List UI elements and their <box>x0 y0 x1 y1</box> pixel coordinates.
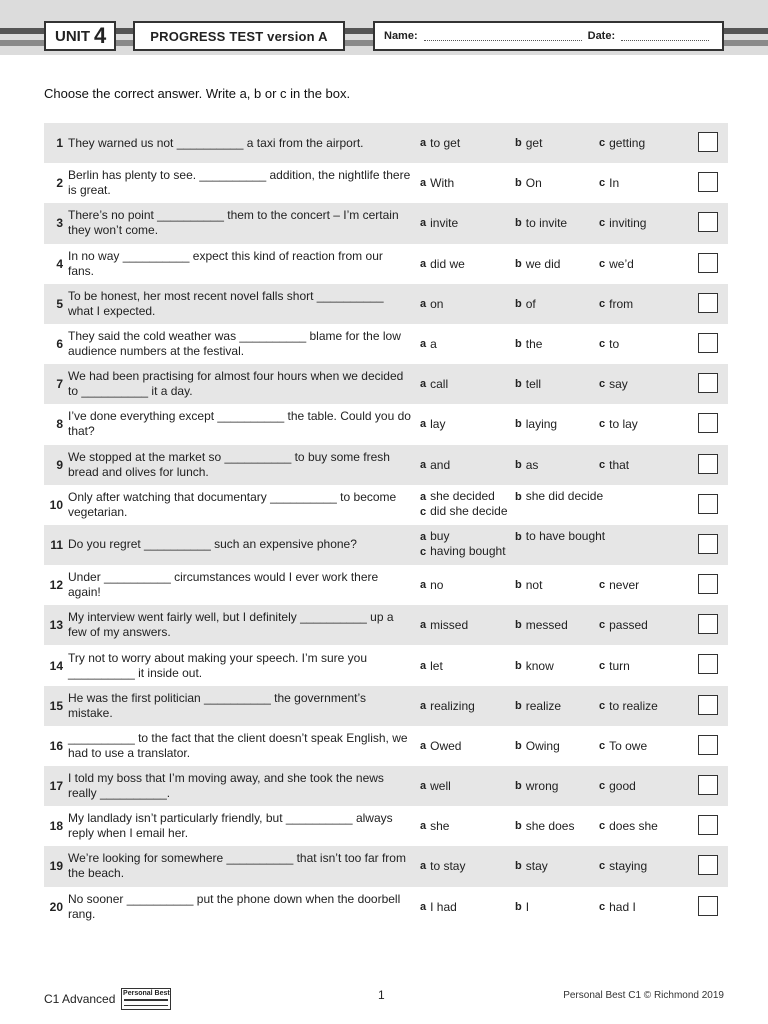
option-a: a I had <box>420 899 457 914</box>
option-a: a to stay <box>420 859 466 874</box>
question-text: Try not to worry about making your speech. I’m sure you __________ it inside out. <box>68 650 368 680</box>
question-list <box>44 123 728 927</box>
question-text: Only after watching that documentary __________ to become vegetarian. <box>68 489 397 519</box>
question-number: 8 <box>56 417 63 432</box>
option-c: c never <box>599 578 640 593</box>
unit-number: 4 <box>94 23 107 48</box>
option-b: b laying <box>515 417 558 432</box>
question-number: 7 <box>56 377 63 392</box>
question-text: Do you regret __________ such an expensive phone? <box>68 537 357 552</box>
question-text: My landlady isn’t particularly friendly, but __________ always reply when I email her. <box>68 811 393 841</box>
question-row <box>44 485 728 525</box>
answer-box[interactable] <box>698 695 718 715</box>
question-row <box>44 445 728 485</box>
question-row <box>44 565 728 605</box>
option-c: c turn <box>599 658 630 673</box>
question-number: 17 <box>49 779 63 794</box>
option-c: c In <box>599 176 620 191</box>
footer-level <box>44 988 171 1010</box>
logo-text: Personal Best <box>123 990 170 997</box>
name-date-box <box>373 21 724 51</box>
option-b: b know <box>515 658 554 673</box>
option-c: c to lay <box>599 417 638 432</box>
answer-box[interactable] <box>698 574 718 594</box>
question-row <box>44 887 728 927</box>
question-number: 13 <box>49 618 63 633</box>
question-text: __________ to the fact that the client doesn’t speak English, we had to use a translator. <box>68 730 408 760</box>
option-b: b she did decide <box>515 488 604 503</box>
question-number: 1 <box>56 136 63 151</box>
question-number: 14 <box>49 658 63 673</box>
option-c: c say <box>599 377 628 392</box>
option-c: c we’d <box>599 256 634 271</box>
option-a: a invite <box>420 216 459 231</box>
name-label: Name: <box>384 30 418 42</box>
copyright: Personal Best C1 © Richmond 2019 <box>563 990 724 1001</box>
question-number: 18 <box>49 819 63 834</box>
answer-box[interactable] <box>698 212 718 232</box>
option-c: c had I <box>599 899 636 914</box>
question-row <box>44 645 728 685</box>
option-a: a a <box>420 337 437 352</box>
question-text: They warned us not __________ a taxi from the airport. <box>68 135 364 150</box>
question-text: In no way __________ expect this kind of reaction from our fans. <box>68 248 383 278</box>
option-b: b realize <box>515 698 562 713</box>
answer-box[interactable] <box>698 735 718 755</box>
answer-box[interactable] <box>698 855 718 875</box>
option-b: b On <box>515 176 542 191</box>
option-a: a and <box>420 457 451 472</box>
option-c: c staying <box>599 859 648 874</box>
question-row <box>44 123 728 163</box>
option-c: c to realize <box>599 698 658 713</box>
option-a: a let <box>420 658 443 673</box>
personal-best-logo <box>121 988 171 1010</box>
question-text: We stopped at the market so __________ to buy some fresh bread and olives for lunch. <box>68 449 390 479</box>
option-a: a she <box>420 819 450 834</box>
option-c: c To owe <box>599 738 648 753</box>
option-b: b wrong <box>515 779 559 794</box>
question-number: 9 <box>56 457 63 472</box>
option-a: a With <box>420 176 455 191</box>
option-b: b as <box>515 457 539 472</box>
option-c: c good <box>599 779 636 794</box>
option-a: a call <box>420 377 449 392</box>
option-b: b the <box>515 337 543 352</box>
question-number: 10 <box>49 497 63 512</box>
option-b: b Owing <box>515 738 560 753</box>
question-row <box>44 163 728 203</box>
question-number: 2 <box>56 176 63 191</box>
option-b: b messed <box>515 618 568 633</box>
question-row <box>44 284 728 324</box>
option-c: c does she <box>599 819 658 834</box>
question-number: 15 <box>49 698 63 713</box>
option-c: c did she decide <box>420 503 508 518</box>
answer-box[interactable] <box>698 172 718 192</box>
answer-box[interactable] <box>698 253 718 273</box>
answer-box[interactable] <box>698 454 718 474</box>
option-b: b we did <box>515 256 561 271</box>
answer-box[interactable] <box>698 775 718 795</box>
question-text: To be honest, her most recent novel falls short __________ what I expected. <box>68 288 384 318</box>
question-row <box>44 846 728 886</box>
question-number: 6 <box>56 337 63 352</box>
question-row <box>44 605 728 645</box>
question-number: 12 <box>49 578 63 593</box>
option-c: c to <box>599 337 620 352</box>
option-b: b I <box>515 899 530 914</box>
answer-box[interactable] <box>698 494 718 514</box>
question-text: I told my boss that I’m moving away, and she took the news really __________. <box>68 771 384 801</box>
date-label: Date: <box>587 30 616 42</box>
date-field[interactable] <box>621 32 709 41</box>
option-a: a Owed <box>420 738 462 753</box>
question-row <box>44 364 728 404</box>
instruction: Choose the correct answer. Write a, b or c in the box. <box>44 86 351 101</box>
answer-box[interactable] <box>698 373 718 393</box>
unit-box <box>44 21 116 51</box>
option-b: b of <box>515 296 536 311</box>
option-c: c having bought <box>420 543 506 558</box>
question-text: We had been practising for almost four hours when we decided to __________ it a day. <box>68 369 404 399</box>
answer-box[interactable] <box>698 614 718 634</box>
question-number: 4 <box>56 256 63 271</box>
answer-box[interactable] <box>698 815 718 835</box>
test-title <box>133 21 345 51</box>
answer-box[interactable] <box>698 896 718 916</box>
question-row <box>44 686 728 726</box>
question-number: 16 <box>49 738 63 753</box>
question-text: They said the cold weather was __________ blame for the low audience numbers at the festival. <box>68 329 401 359</box>
question-row <box>44 806 728 846</box>
option-c: c that <box>599 457 630 472</box>
question-row <box>44 766 728 806</box>
option-b: b she does <box>515 819 575 834</box>
option-c: c getting <box>599 136 646 151</box>
answer-box[interactable] <box>698 132 718 152</box>
question-text: There’s no point __________ them to the concert – I’m certain they won’t come. <box>68 208 399 238</box>
option-a: a lay <box>420 417 446 432</box>
question-row <box>44 404 728 444</box>
question-number: 19 <box>49 859 63 874</box>
question-row <box>44 244 728 284</box>
answer-box[interactable] <box>698 534 718 554</box>
answer-box[interactable] <box>698 413 718 433</box>
page-number: 1 <box>378 988 385 1002</box>
question-text: We’re looking for somewhere __________ that isn’t too far from the beach. <box>68 851 406 881</box>
question-text: No sooner __________ put the phone down when the doorbell rang. <box>68 891 401 921</box>
option-c: c from <box>599 296 634 311</box>
question-row <box>44 324 728 364</box>
question-number: 3 <box>56 216 63 231</box>
question-row <box>44 203 728 243</box>
test-title-text: PROGRESS TEST version A <box>150 28 328 44</box>
question-text: My interview went fairly well, but I definitely __________ up a few of my answers. <box>68 610 394 640</box>
option-a: a realizing <box>420 698 475 713</box>
answer-box[interactable] <box>698 333 718 353</box>
question-text: Under __________ circumstances would I ever work there again! <box>68 570 379 600</box>
option-c: c inviting <box>599 216 647 231</box>
answer-box[interactable] <box>698 293 718 313</box>
question-text: Berlin has plenty to see. __________ addition, the nightlife there is great. <box>68 168 411 198</box>
option-a: a no <box>420 578 444 593</box>
unit-label: UNIT <box>55 27 90 45</box>
option-c: c passed <box>599 618 648 633</box>
option-a: a she decided <box>420 488 495 503</box>
option-b: b tell <box>515 377 542 392</box>
question-text: He was the first politician __________ the government’s mistake. <box>68 690 366 720</box>
name-field[interactable] <box>424 32 582 41</box>
answer-box[interactable] <box>698 654 718 674</box>
option-a: a buy <box>420 528 450 543</box>
question-text: I’ve done everything except __________ the table. Could you do that? <box>68 409 411 439</box>
option-a: a missed <box>420 618 469 633</box>
option-b: b stay <box>515 859 548 874</box>
option-a: a well <box>420 779 451 794</box>
option-b: b not <box>515 578 543 593</box>
question-row <box>44 726 728 766</box>
option-a: a did we <box>420 256 465 271</box>
option-a: a on <box>420 296 444 311</box>
question-number: 11 <box>50 537 63 552</box>
question-row <box>44 525 728 565</box>
level-text: C1 Advanced <box>44 992 116 1006</box>
option-b: b to have bought <box>515 528 606 543</box>
option-a: a to get <box>420 136 461 151</box>
question-number: 5 <box>56 296 63 311</box>
question-number: 20 <box>49 899 63 914</box>
option-b: b to invite <box>515 216 568 231</box>
option-b: b get <box>515 136 543 151</box>
